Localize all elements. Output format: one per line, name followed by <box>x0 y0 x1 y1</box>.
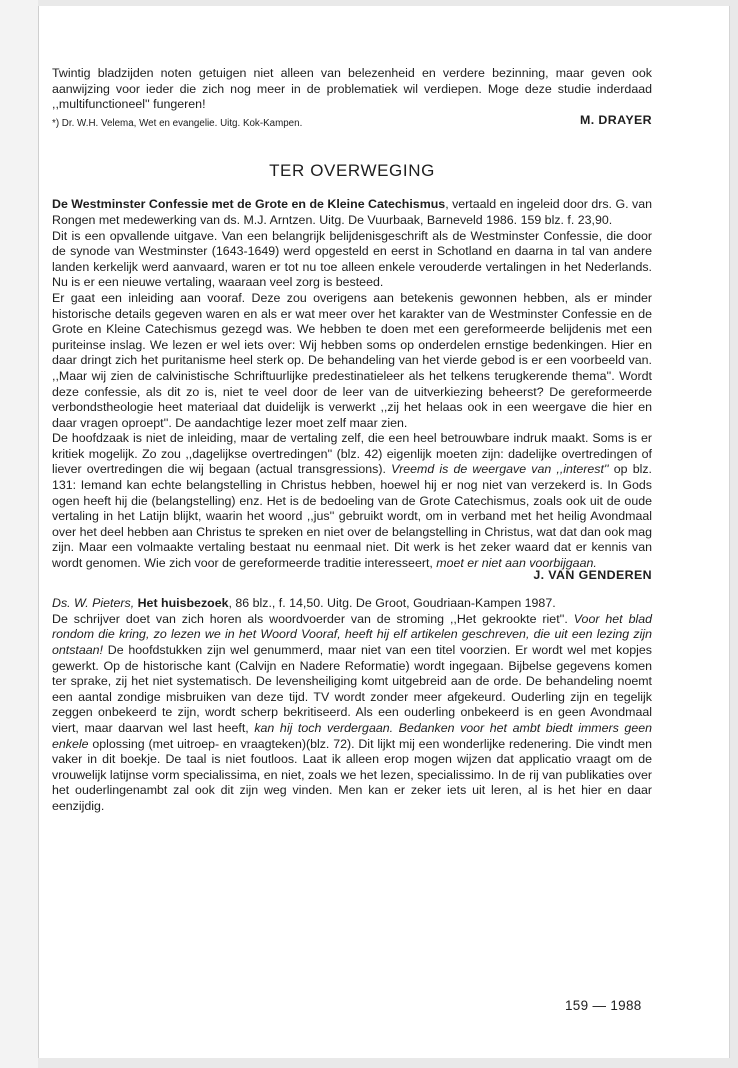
review-1-p3-part-b: Vreemd is de weergave van ,,interest'' <box>391 462 609 477</box>
intro-paragraph: Twintig bladzijden noten getuigen niet alleen van belezenheid en verdere bezinning, maar geven ook aanwijzing voor ieder die zich nog meer in de problematiek wil verdiepen. Moge deze studie inderdaad ,,multifunctioneel'' fungeren! <box>52 66 652 112</box>
review-2-paragraph-1 <box>52 612 652 815</box>
review-2-bibliography: , 86 blz., f. 14,50. Uitg. De Groot, Goudriaan-Kampen 1987. <box>228 596 556 611</box>
article-content <box>52 66 652 815</box>
review-1-paragraph-3 <box>52 431 652 571</box>
review-1-p3-part-d: moet er niet aan voorbijgaan. <box>436 556 597 571</box>
review-2-header <box>52 596 652 612</box>
review-1-p3-part-a: De hoofdzaak is niet de inleiding, maar de vertaling zelf, die een heel betrouwbare indruk maakt. Soms is er kritiek mogelijk. Zo zou ,,dagelijkse overtredingen'' (blz. 42) eigenlijk moeten zijn: dadelijke overtredingen of liever overtredingen die wij begaan (actual transgressions). <box>52 431 652 477</box>
review-1-header <box>52 197 652 228</box>
review-2-author: Ds. W. Pieters, <box>52 596 135 611</box>
review-2-p1-part-a: De schrijver doet van zich horen als woordvoerder van de stroming ,,Het gekrookte riet''. <box>52 611 574 626</box>
signature-drayer: M. DRAYER <box>580 112 652 127</box>
review-2-p1-part-b: Voor het blad rondom die kring, zo lezen we in het Woord Vooraf, heeft hij elf artikelen geschreven, die uit een lezing zijn ontstaan! <box>52 611 652 657</box>
review-1-bibliography: , vertaald en ingeleid door drs. G. van Rongen met medewerking van ds. M.J. Arntzen. Uitg. De Vuurbaak, Barneveld 1986. 159 blz. f. 23,90. <box>52 197 652 227</box>
footnote: *) Dr. W.H. Velema, Wet en evangelie. Uitg. Kok-Kampen. <box>52 118 303 130</box>
review-1-title: De Westminster Confessie met de Grote en de Kleine Catechismus <box>52 197 446 212</box>
review-1-paragraph-2: Er gaat een inleiding aan vooraf. Deze zou overigens aan betekenis gewonnen hebben, als er minder historische details gegeven waren en als er wat meer over het karakter van de Westminster Confessie en de Grote en Kleine Catechismus gezegd was. We hebben te doen met een gereformeerde belijdenis met een puriteinse inslag. We lezen er wel iets over: Wij hebben soms op onderdelen ernstige bedenkingen. Hier en daar dringt zich het puritanisme heel sterk op. De behandeling van het vierde gebod is er een voorbeeld van. ,,Maar wij zien de calvinistische Schriftuurlijke predestinatieleer als het telkens terugkerende thema''. Wordt deze confessie, als dit zo is, niet te veel door de leer van de uitverkiezing beheerst? De gereformeerde verbondstheologie heet materiaal dat duidelijk is verwerkt ,,zij het helaas ook in een weergave die hier en daar vragen oproept''. De aandachtige lezer moet zelf maar zien. <box>52 290 652 430</box>
review-2-p1-part-e: oplossing (met uitroep- en vraagteken)(blz. 72). Dit lijkt mij een wonderlijke redenering. Die vindt men vaker in dit boekje. De taal is niet foutloos. Laat ik alleen erop mogen wijzen dat applicatio vraagt om de vrouwelijk latijnse vorm specialissima, en niet, zoals we het lezen, specialissimo. In de rij van publikaties over het ouderlingenambt zal ook dit zijn weg vinden. Men kan er zeker iets uit leren, al is het hier en daar eenzijdig. <box>52 736 652 813</box>
page-number: 159 — 1988 <box>565 998 642 1013</box>
book-spine <box>0 0 38 1068</box>
signature-van-genderen: J. VAN GENDEREN <box>533 567 652 582</box>
review-2-title: Het huisbezoek <box>137 596 229 611</box>
review-2-p1-part-d: kan hij toch verdergaan. Bedanken voor het ambt biedt immers geen enkele <box>52 720 652 751</box>
review-1-p3-part-c: op blz. 131: Iemand kan echte belangstelling in Christus hebben, hoewel hij er nog niet van verzekerd is. In Gods ogen heeft hij die (belangstelling) enz. Het is de bedoeling van de Grote Catechismus, zoals ook uit de oude vertaling in het Latijn blijkt, waarin het woord ,,jus'' gebruikt wordt, om in verband met het heilig Avondmaal over het deel hebben aan Christus te spreken en niet over de belangstelling in Christus, wat dat dan ook mag zijn. Maar een volmaakte vertaling bestaat nu eenmaal niet. Dit werk is het zeker waard dat er kennis van wordt genomen. Wie zich voor de gereformeerde traditie interesseert, <box>52 462 652 571</box>
section-heading: TER OVERWEGING <box>269 161 435 181</box>
review-2-p1-part-c: De hoofdstukken zijn wel genummerd, maar niet van een titel voorzien. Er wordt wel met kopjes gewerkt. Op de historische kant (Calvijn en Nadere Reformatie) wordt ingegaan. Bijbelse gegevens komen ter sprake, zij het niet systematisch. De levensheiliging komt uitgebreid aan de orde. De behandeling noemt een aantal zondige misbruiken van deze tijd. TV wordt zonder meer afgekeurd. Ouderling zijn en tegelijk zeggen onbekeerd te zijn, wordt scherp bekritiseerd. Als een ouderling onbekeerd is en geen Avondmaal viert, maar daarvan wel last heeft, <box>52 643 652 735</box>
review-1-paragraph-1: Dit is een opvallende uitgave. Van een belangrijk belijdenisgeschrift als de Westminster Confessie, die door de synode van Westminster (1643-1649) werd opgesteld en eerst in Schotland en daarna in tal van andere landen kerkelijk werd aanvaard, waren er tot nu toe alleen enkele verouderde vertalingen in het Nederlands. Nu is er een nieuwe vertaling, waaraan veel zorg is besteed. <box>52 228 652 290</box>
